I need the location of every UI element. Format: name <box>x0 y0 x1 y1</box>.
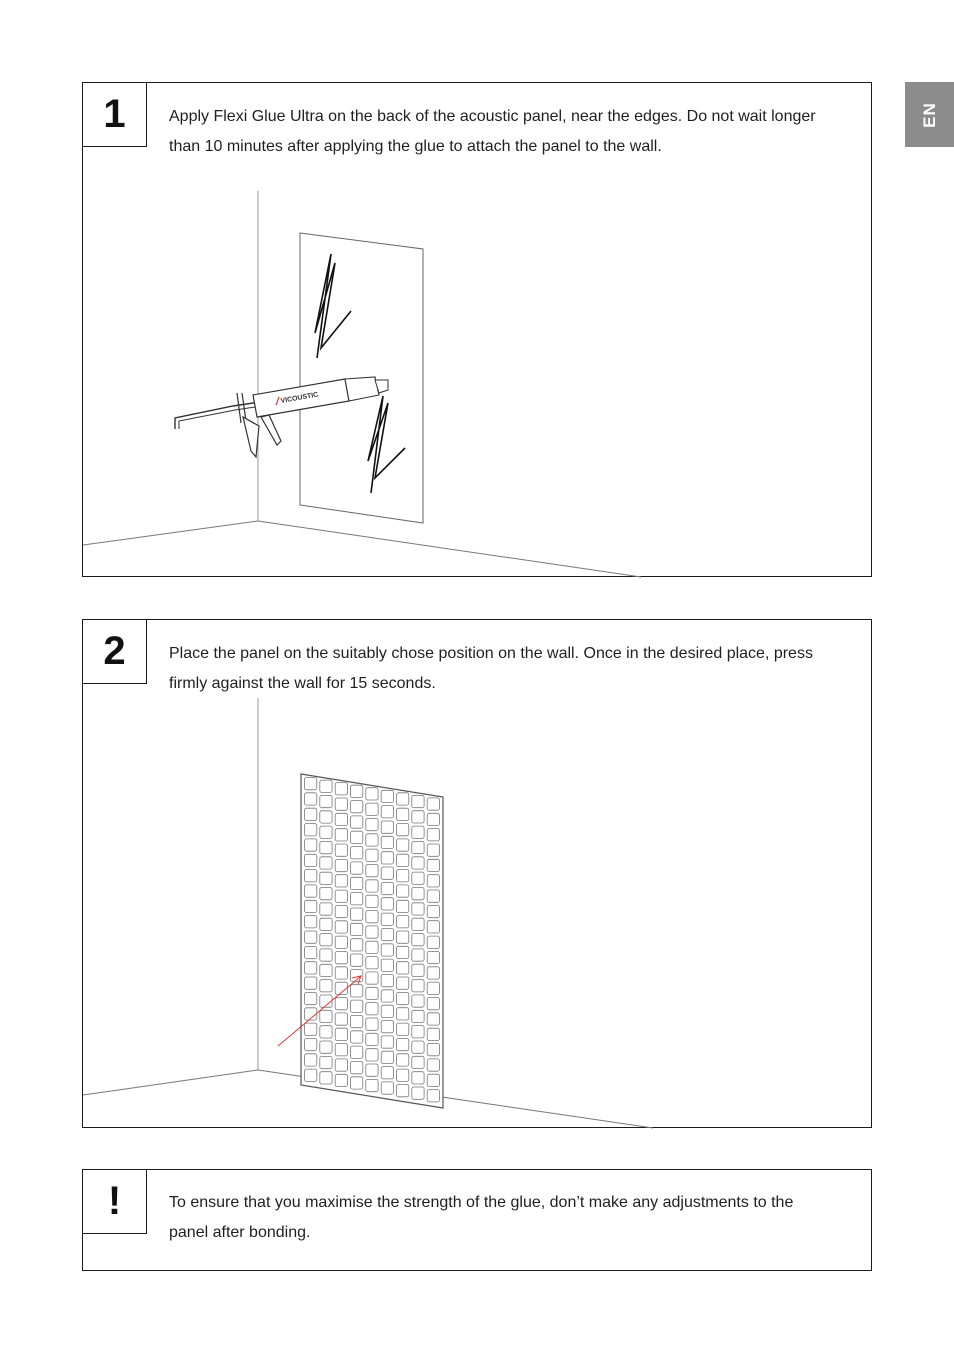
step-1 <box>82 82 872 577</box>
step-2-instruction: Place the panel on the suitably chose position on the wall. Once in the desired place, press firmly against the wall for 15 seconds. <box>169 645 813 692</box>
acoustic-panel <box>301 774 443 1108</box>
warning-note <box>82 1169 872 1271</box>
step-1-instruction: Apply Flexi Glue Ultra on the back of the acoustic panel, near the edges. Do not wait longer than 10 minutes after applying the glue to attach the panel to the wall. <box>169 108 816 155</box>
step-2 <box>82 619 872 1128</box>
warning-note-text: To ensure that you maximise the strength of the glue, don’t make any adjustments to the panel after bonding. <box>169 1194 794 1241</box>
step-number-1: 1 <box>82 82 147 147</box>
language-tab <box>905 82 954 147</box>
warning-icon: ! <box>82 1169 147 1234</box>
step-number-2: 2 <box>82 619 147 684</box>
language-tab-label: EN <box>919 101 939 128</box>
gun-brand-label: VICOUSTIC <box>280 391 319 405</box>
